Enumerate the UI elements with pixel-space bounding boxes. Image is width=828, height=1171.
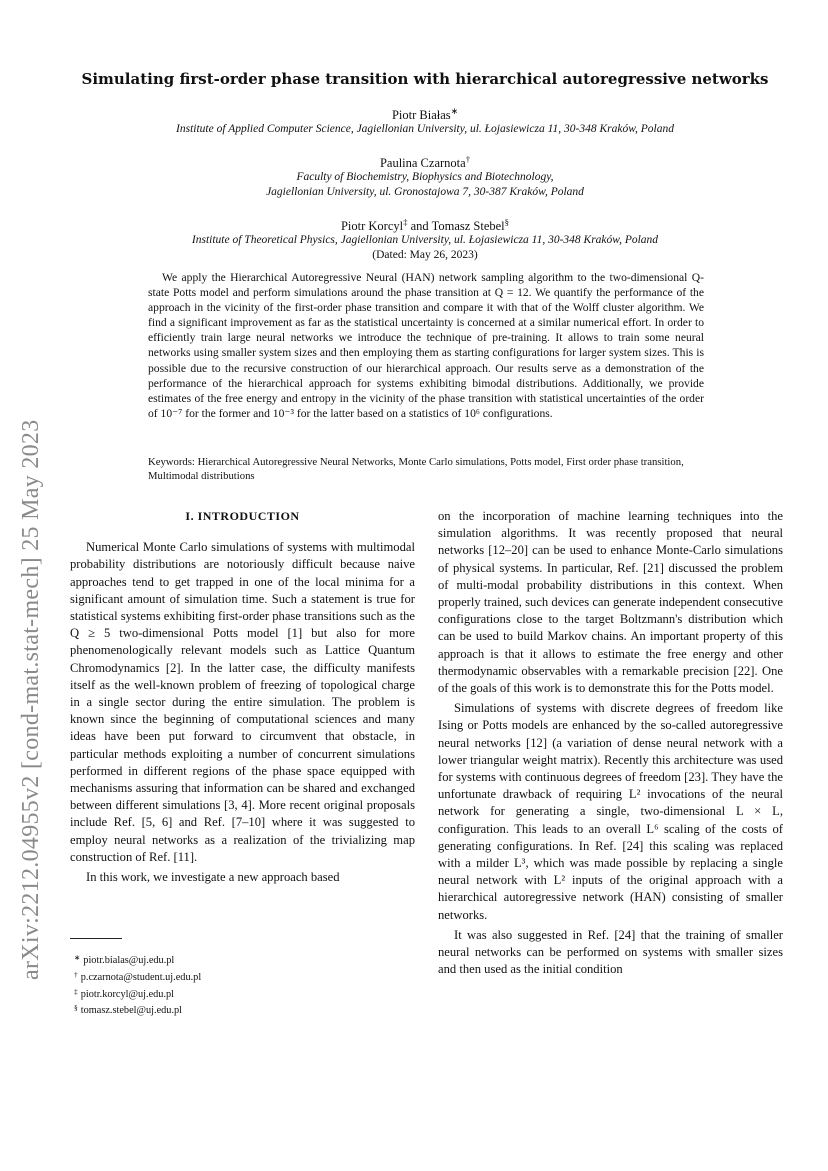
footnote-mark: † bbox=[74, 969, 78, 979]
author-mark: ‡ bbox=[403, 217, 408, 227]
affiliation-1: Institute of Applied Computer Science, Jagiellonian University, ul. Łojasiewicza 11, 30-348 Kraków, Poland bbox=[176, 123, 674, 135]
date-line: (Dated: May 26, 2023) bbox=[372, 249, 478, 261]
left-column bbox=[70, 508, 415, 886]
author-name: Piotr Białas bbox=[391, 108, 451, 123]
paragraph: on the incorporation of machine learning techniques into the simulation algorithms. It was recently proposed that neural networks [12–20] can be used to enhance Monte-Carlo simulations of physical systems. In particular, Ref. [21] discussed the problem of multi-modal probability distributions in this context. When properly trained, such devices can generate independent consecutive configurations close to the target Boltzmann's distribution which can be used to build Markov chains. An important property of this approach is that it allows to estimate the free energy and other thermodynamic observables with a remarkable precision [22]. One of the goals of this work is to demonstrate this for the Potts model. bbox=[438, 509, 783, 696]
abstract: We apply the Hierarchical Autoregressive Neural (HAN) network sampling algorithm to the two-dimensional Q-state Potts model and perform simulations around the phase transition at Q = 12. We quantify the performance of the approach in the vicinity of the first-order phase transition and compare it with that of the Wolff cluster algorithm. We find a significant improvement as far as the statistical uncertainty is concerned at a similar numerical effort. In order to efficiently train large neural networks we introduce the technique of pre-training. It allows to train some neural networks using smaller system sizes and then employing them as starting configurations for larger system sizes. This is possible due to the recursive construction of our hierarchical approach. Our results serve as a demonstration of the performance of the hierarchical approach for systems exhibiting bimodal distributions. Additionally, we provide estimates of the free energy and entropy in the vicinity of the phase transition with statistical uncertainties of the order of 10⁻⁷ for the former and 10⁻³ for the latter based on a statistics of 10⁶ configurations. bbox=[148, 271, 704, 420]
right-column bbox=[438, 508, 783, 978]
footnote-mark: ‡ bbox=[74, 986, 78, 996]
affiliation-2-line-1: Faculty of Biochemistry, Biophysics and Biotechnology, bbox=[296, 171, 554, 183]
author-2 bbox=[80, 154, 770, 171]
footnote bbox=[74, 968, 201, 985]
affiliation-3: Institute of Theoretical Physics, Jagiellonian University, ul. Łojasiewicza 11, 30-348 Kraków, Poland bbox=[191, 234, 659, 246]
author-mark: § bbox=[504, 217, 510, 227]
paper-title: Simulating first-order phase transition with hierarchical autoregressive networks bbox=[81, 70, 769, 88]
author-1 bbox=[80, 106, 770, 123]
arxiv-identifier: arXiv:2212.04955v2 [cond-mat.stat-mech] 25 May 2023 bbox=[18, 419, 44, 980]
paragraph: In this work, we investigate a new approach based bbox=[86, 870, 340, 885]
footnote-rule bbox=[70, 938, 122, 939]
footnote-mark: ∗ bbox=[74, 953, 81, 962]
author-name: Tomasz Stebel bbox=[431, 219, 505, 234]
paragraph: Simulations of systems with discrete degrees of freedom like Ising or Potts models are enhanced by the so-called autoregressive neural networks [12] (a variation of dense neural network with a lower triangular weight matrix). Recently this architecture was used for systems with continuous degrees of freedom [23]. They have the unfortunate drawback of requiring L² invocations of the neural network for generating a single, two-dimensional L × L, configuration. This leads to an overall L⁶ scaling of the costs of generating configurations. In Ref. [24] this scaling was replaced with a milder L³, which was made possible by replacing a single neural network with L² inputs of the original approach with a hierarchical autoregressive network (HAN) consisting of smaller networks. bbox=[438, 701, 783, 922]
footnote bbox=[74, 1001, 201, 1018]
section-heading: I. INTRODUCTION bbox=[185, 509, 300, 523]
author-name: Piotr Korcyl bbox=[340, 219, 404, 234]
footnote-mark: § bbox=[74, 1003, 78, 1013]
footnote-email: piotr.korcyl@uj.edu.pl bbox=[80, 988, 175, 1000]
author-mark: † bbox=[465, 154, 471, 164]
footnote bbox=[74, 951, 201, 968]
author-conjunction: and bbox=[407, 219, 432, 234]
keywords: Keywords: Hierarchical Autoregressive Neural Networks, Monte Carlo simulations, Potts model, First order phase transition, Multimodal distributions bbox=[148, 456, 684, 482]
affiliation-2-line-2: Jagiellonian University, ul. Gronostajowa 7, 30-387 Kraków, Poland bbox=[266, 186, 584, 198]
author-3-4 bbox=[80, 217, 770, 234]
footnote-email: piotr.bialas@uj.edu.pl bbox=[83, 955, 175, 966]
footnotes bbox=[74, 951, 201, 1018]
paragraph: It was also suggested in Ref. [24] that the training of smaller neural networks can be performed on systems with smaller sizes and then used as the initial condition bbox=[438, 927, 783, 977]
paragraph: Numerical Monte Carlo simulations of systems with multimodal probability distributions are notoriously difficult because naive approaches tend to get trapped in one of the local minima for a significant amount of simulation time. Such a statement is true for statistical systems exhibiting first-order phase transitions such as the Q ≥ 5 two-dimensional Potts model [1] but also for more phenomenologically relevant models such as Lattice Quantum Chromodynamics [2]. In the latter case, the difficulty manifests itself as the well-known problem of freezing of topological charge in a single sector during the entire simulation. The problem is known since the beginning of computational sciences and many ideas have been put forward to circumvent that obstacle, in particular methods exploiting a number of concurrent simulations performed in different regions of the phase space equipped with mechanisms assuring that information can be shared and exchanged between different simulations [3, 4]. More recent original proposals include Ref. [5, 6] and Ref. [7–10] where it was suggested to employ neural networks as a realization of the trivializing map construction of Ref. [11]. bbox=[70, 540, 415, 864]
footnote bbox=[74, 985, 201, 1002]
footnote-email: tomasz.stebel@uj.edu.pl bbox=[80, 1005, 183, 1017]
author-mark: ∗ bbox=[450, 106, 459, 116]
footnote-email: p.czarnota@student.uj.edu.pl bbox=[80, 971, 202, 983]
author-name: Paulina Czarnota bbox=[379, 156, 466, 171]
